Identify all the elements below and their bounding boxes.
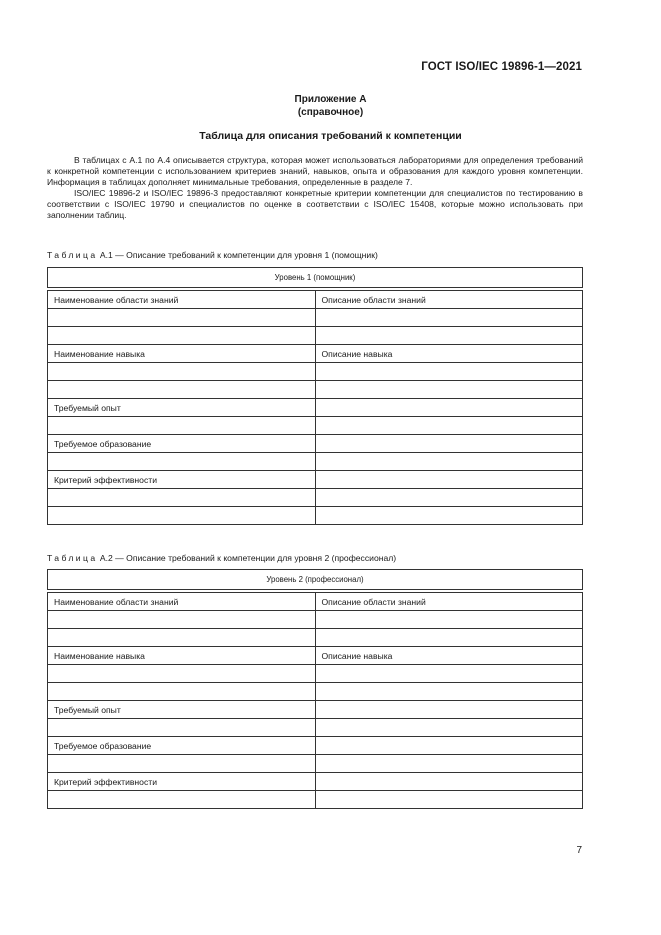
level-cell: Уровень 1 (помощник) <box>48 268 583 288</box>
skill-desc-label: Описание навыка <box>315 647 583 665</box>
empty-cell <box>315 435 583 453</box>
table-row <box>48 291 583 309</box>
education-label: Требуемое образование <box>48 737 316 755</box>
experience-label: Требуемый опыт <box>48 701 316 719</box>
empty-cell <box>315 773 583 791</box>
skill-label: Наименование навыка <box>48 345 316 363</box>
table-row <box>48 593 583 611</box>
empty-cell <box>48 309 316 327</box>
empty-cell <box>48 363 316 381</box>
empty-cell <box>315 399 583 417</box>
empty-cell <box>315 363 583 381</box>
empty-cell <box>48 327 316 345</box>
table-row <box>48 629 583 647</box>
empty-cell <box>315 701 583 719</box>
table-a2 <box>47 569 583 809</box>
table-row <box>48 737 583 755</box>
level-cell: Уровень 2 (профессионал) <box>48 570 583 590</box>
table-row <box>48 611 583 629</box>
empty-cell <box>315 507 583 525</box>
table-row <box>48 363 583 381</box>
empty-cell <box>48 755 316 773</box>
table-row <box>48 570 583 590</box>
effectiveness-label: Критерий эффективности <box>48 471 316 489</box>
empty-cell <box>315 719 583 737</box>
effectiveness-label: Критерий эффективности <box>48 773 316 791</box>
knowledge-area-label: Наименование области знаний <box>48 291 316 309</box>
table-row <box>48 309 583 327</box>
empty-cell <box>315 453 583 471</box>
empty-cell <box>315 755 583 773</box>
empty-cell <box>48 629 316 647</box>
table-row <box>48 755 583 773</box>
table-row <box>48 665 583 683</box>
skill-label: Наименование навыка <box>48 647 316 665</box>
empty-cell <box>48 507 316 525</box>
table-a1 <box>47 267 583 525</box>
intro-paragraph-2: ISO/IEC 19896-2 и ISO/IEC 19896-3 предоставляют конкретные критерии компетенции для специалистов по тестированию в соответствии с ISO/IEC 19790 и специалистов по оценке в соответствии с ISO/IEC 15408, которые можно использовать при заполнении таблиц. <box>47 188 583 221</box>
empty-cell <box>315 737 583 755</box>
empty-cell <box>48 453 316 471</box>
table-row <box>48 453 583 471</box>
table-row <box>48 327 583 345</box>
empty-cell <box>48 381 316 399</box>
table-row <box>48 791 583 809</box>
table-caption-prefix: Таблица <box>47 553 98 563</box>
empty-cell <box>315 489 583 507</box>
empty-cell <box>315 611 583 629</box>
table-row <box>48 435 583 453</box>
education-label: Требуемое образование <box>48 435 316 453</box>
empty-cell <box>315 327 583 345</box>
table-row <box>48 647 583 665</box>
appendix-heading <box>0 93 661 119</box>
empty-cell <box>48 417 316 435</box>
table-a1-caption <box>47 250 378 260</box>
empty-cell <box>315 791 583 809</box>
table-row <box>48 345 583 363</box>
knowledge-area-label: Наименование области знаний <box>48 593 316 611</box>
table-row <box>48 719 583 737</box>
table-row <box>48 773 583 791</box>
skill-desc-label: Описание навыка <box>315 345 583 363</box>
table-row <box>48 381 583 399</box>
table-row <box>48 683 583 701</box>
table-caption-prefix: Таблица <box>47 250 98 260</box>
appendix-note: (справочное) <box>297 107 364 118</box>
empty-cell <box>315 309 583 327</box>
empty-cell <box>315 381 583 399</box>
table-row <box>48 489 583 507</box>
empty-cell <box>48 611 316 629</box>
table-row <box>48 399 583 417</box>
empty-cell <box>48 683 316 701</box>
empty-cell <box>315 471 583 489</box>
empty-cell <box>315 417 583 435</box>
table-caption-text: А.1 — Описание требований к компетенции для уровня 1 (помощник) <box>99 250 378 260</box>
empty-cell <box>48 665 316 683</box>
standard-designation: ГОСТ ISO/IEC 19896-1—2021 <box>421 61 582 73</box>
table-a2-caption <box>47 553 396 563</box>
table-row <box>48 268 583 288</box>
table-row <box>48 417 583 435</box>
appendix-title: Приложение А <box>294 94 367 105</box>
empty-cell <box>315 665 583 683</box>
experience-label: Требуемый опыт <box>48 399 316 417</box>
page-number: 7 <box>576 845 582 856</box>
empty-cell <box>315 683 583 701</box>
table-row <box>48 701 583 719</box>
table-caption-text: А.2 — Описание требований к компетенции для уровня 2 (профессионал) <box>99 553 397 563</box>
empty-cell <box>315 629 583 647</box>
knowledge-desc-label: Описание области знаний <box>315 291 583 309</box>
empty-cell <box>48 489 316 507</box>
knowledge-desc-label: Описание области знаний <box>315 593 583 611</box>
table-row <box>48 471 583 489</box>
intro-text <box>47 155 583 222</box>
table-row <box>48 507 583 525</box>
empty-cell <box>48 791 316 809</box>
empty-cell <box>48 719 316 737</box>
section-title: Таблица для описания требований к компетенции <box>199 130 462 142</box>
intro-paragraph-1: В таблицах с А.1 по А.4 описывается структура, которая может использоваться лабораториями для определения требований к конкретной компетенции с использованием критериев знаний, навыков, опыта и образования для каждого уровня компетенции. Информация в таблицах дополняет минимальные требования, определенные в разделе 7. <box>47 155 583 188</box>
